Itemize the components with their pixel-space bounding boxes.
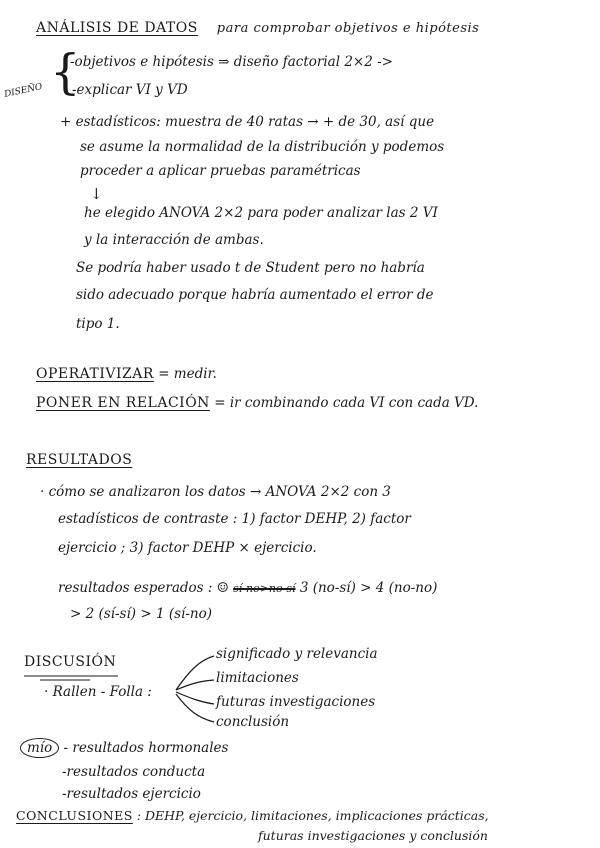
conclusiones-text: : DEHP, ejercicio, limitaciones, implicaciones prácticas,: [136, 808, 489, 823]
resultados-title: RESULTADOS: [26, 452, 133, 468]
relacion-line: [36, 395, 478, 411]
line-tipo1: tipo 1.: [76, 316, 120, 332]
line-normalidad: se asume la normalidad de la distribución y podemos: [80, 139, 445, 155]
line-esperados-2: > 2 (sí-sí) > 1 (sí-no): [70, 606, 213, 622]
mio-ejercicio: -resultados ejercicio: [62, 786, 201, 802]
disc-branch-3: futuras investigaciones: [216, 694, 376, 710]
line-explicar: -explicar VI y VD: [72, 82, 188, 98]
line-proceder: proceder a aplicar pruebas paramétricas: [80, 163, 361, 179]
diseno-brace: {: [50, 44, 81, 100]
brace-line-3: [176, 692, 214, 704]
disc-branch-2: limitaciones: [216, 670, 299, 686]
line-interaccion: y la interacción de ambas.: [84, 232, 264, 248]
disc-branch-4: conclusión: [216, 714, 290, 730]
conclusiones-text-2: futuras investigaciones y conclusión: [258, 828, 488, 843]
relacion-text: = ir combinando cada VI con cada VD.: [214, 395, 479, 411]
operativizar-text: = medir.: [158, 366, 217, 382]
line-estadisticos: + estadísticos: muestra de 40 ratas → + de 30, así que: [60, 114, 435, 130]
line-adecuado: sido adecuado porque habría aumentado el error de: [76, 287, 434, 303]
line-student: Se podría haber usado t de Student pero no habría: [76, 260, 425, 276]
discusion-title: DISCUSIÓN: [24, 654, 117, 670]
mio-circled: mío: [20, 738, 59, 758]
diseno-label: DISEÑO: [3, 82, 44, 100]
line-factor-dehp: ejercicio ; 3) factor DEHP × ejercicio.: [58, 540, 317, 556]
line-analizaron: · cómo se analizaron los datos → ANOVA 2×2 con 3: [40, 484, 391, 500]
operativizar-line: [36, 366, 217, 382]
mio-hormonales: - resultados hormonales: [63, 740, 229, 756]
mio-line: [20, 740, 228, 756]
relacion-title: PONER EN RELACIÓN: [36, 395, 210, 411]
operativizar-title: OPERATIVIZAR: [36, 366, 154, 382]
brace-line-1: [176, 656, 214, 690]
line-esperados: resultados esperados : ☺ sí-no>no-sí 3 (no-sí) > 4 (no-no): [58, 580, 438, 596]
line-objetivos: -objetivos e hipótesis ⇒ diseño factorial 2×2 ->: [70, 54, 393, 70]
disc-branch-1: significado y relevancia: [216, 646, 378, 662]
analisis-title: ANÁLISIS DE DATOS para comprobar objetivos e hipótesis: [36, 20, 480, 36]
line-estadisticos-contraste: estadísticos de contraste : 1) factor DEHP, 2) factor: [58, 511, 411, 527]
line-anova: he elegido ANOVA 2×2 para poder analizar las 2 VI: [84, 205, 438, 221]
discusion-item: · Rallen - Folla :: [44, 684, 152, 700]
brace-line-4: [176, 694, 214, 722]
crossed-text: sí-no>no-sí: [233, 582, 296, 595]
conclusiones-title: CONCLUSIONES: [16, 808, 133, 823]
mio-conducta: -resultados conducta: [62, 764, 206, 780]
conclusiones-line: [16, 808, 489, 823]
arrow-down: ↓: [90, 185, 103, 203]
